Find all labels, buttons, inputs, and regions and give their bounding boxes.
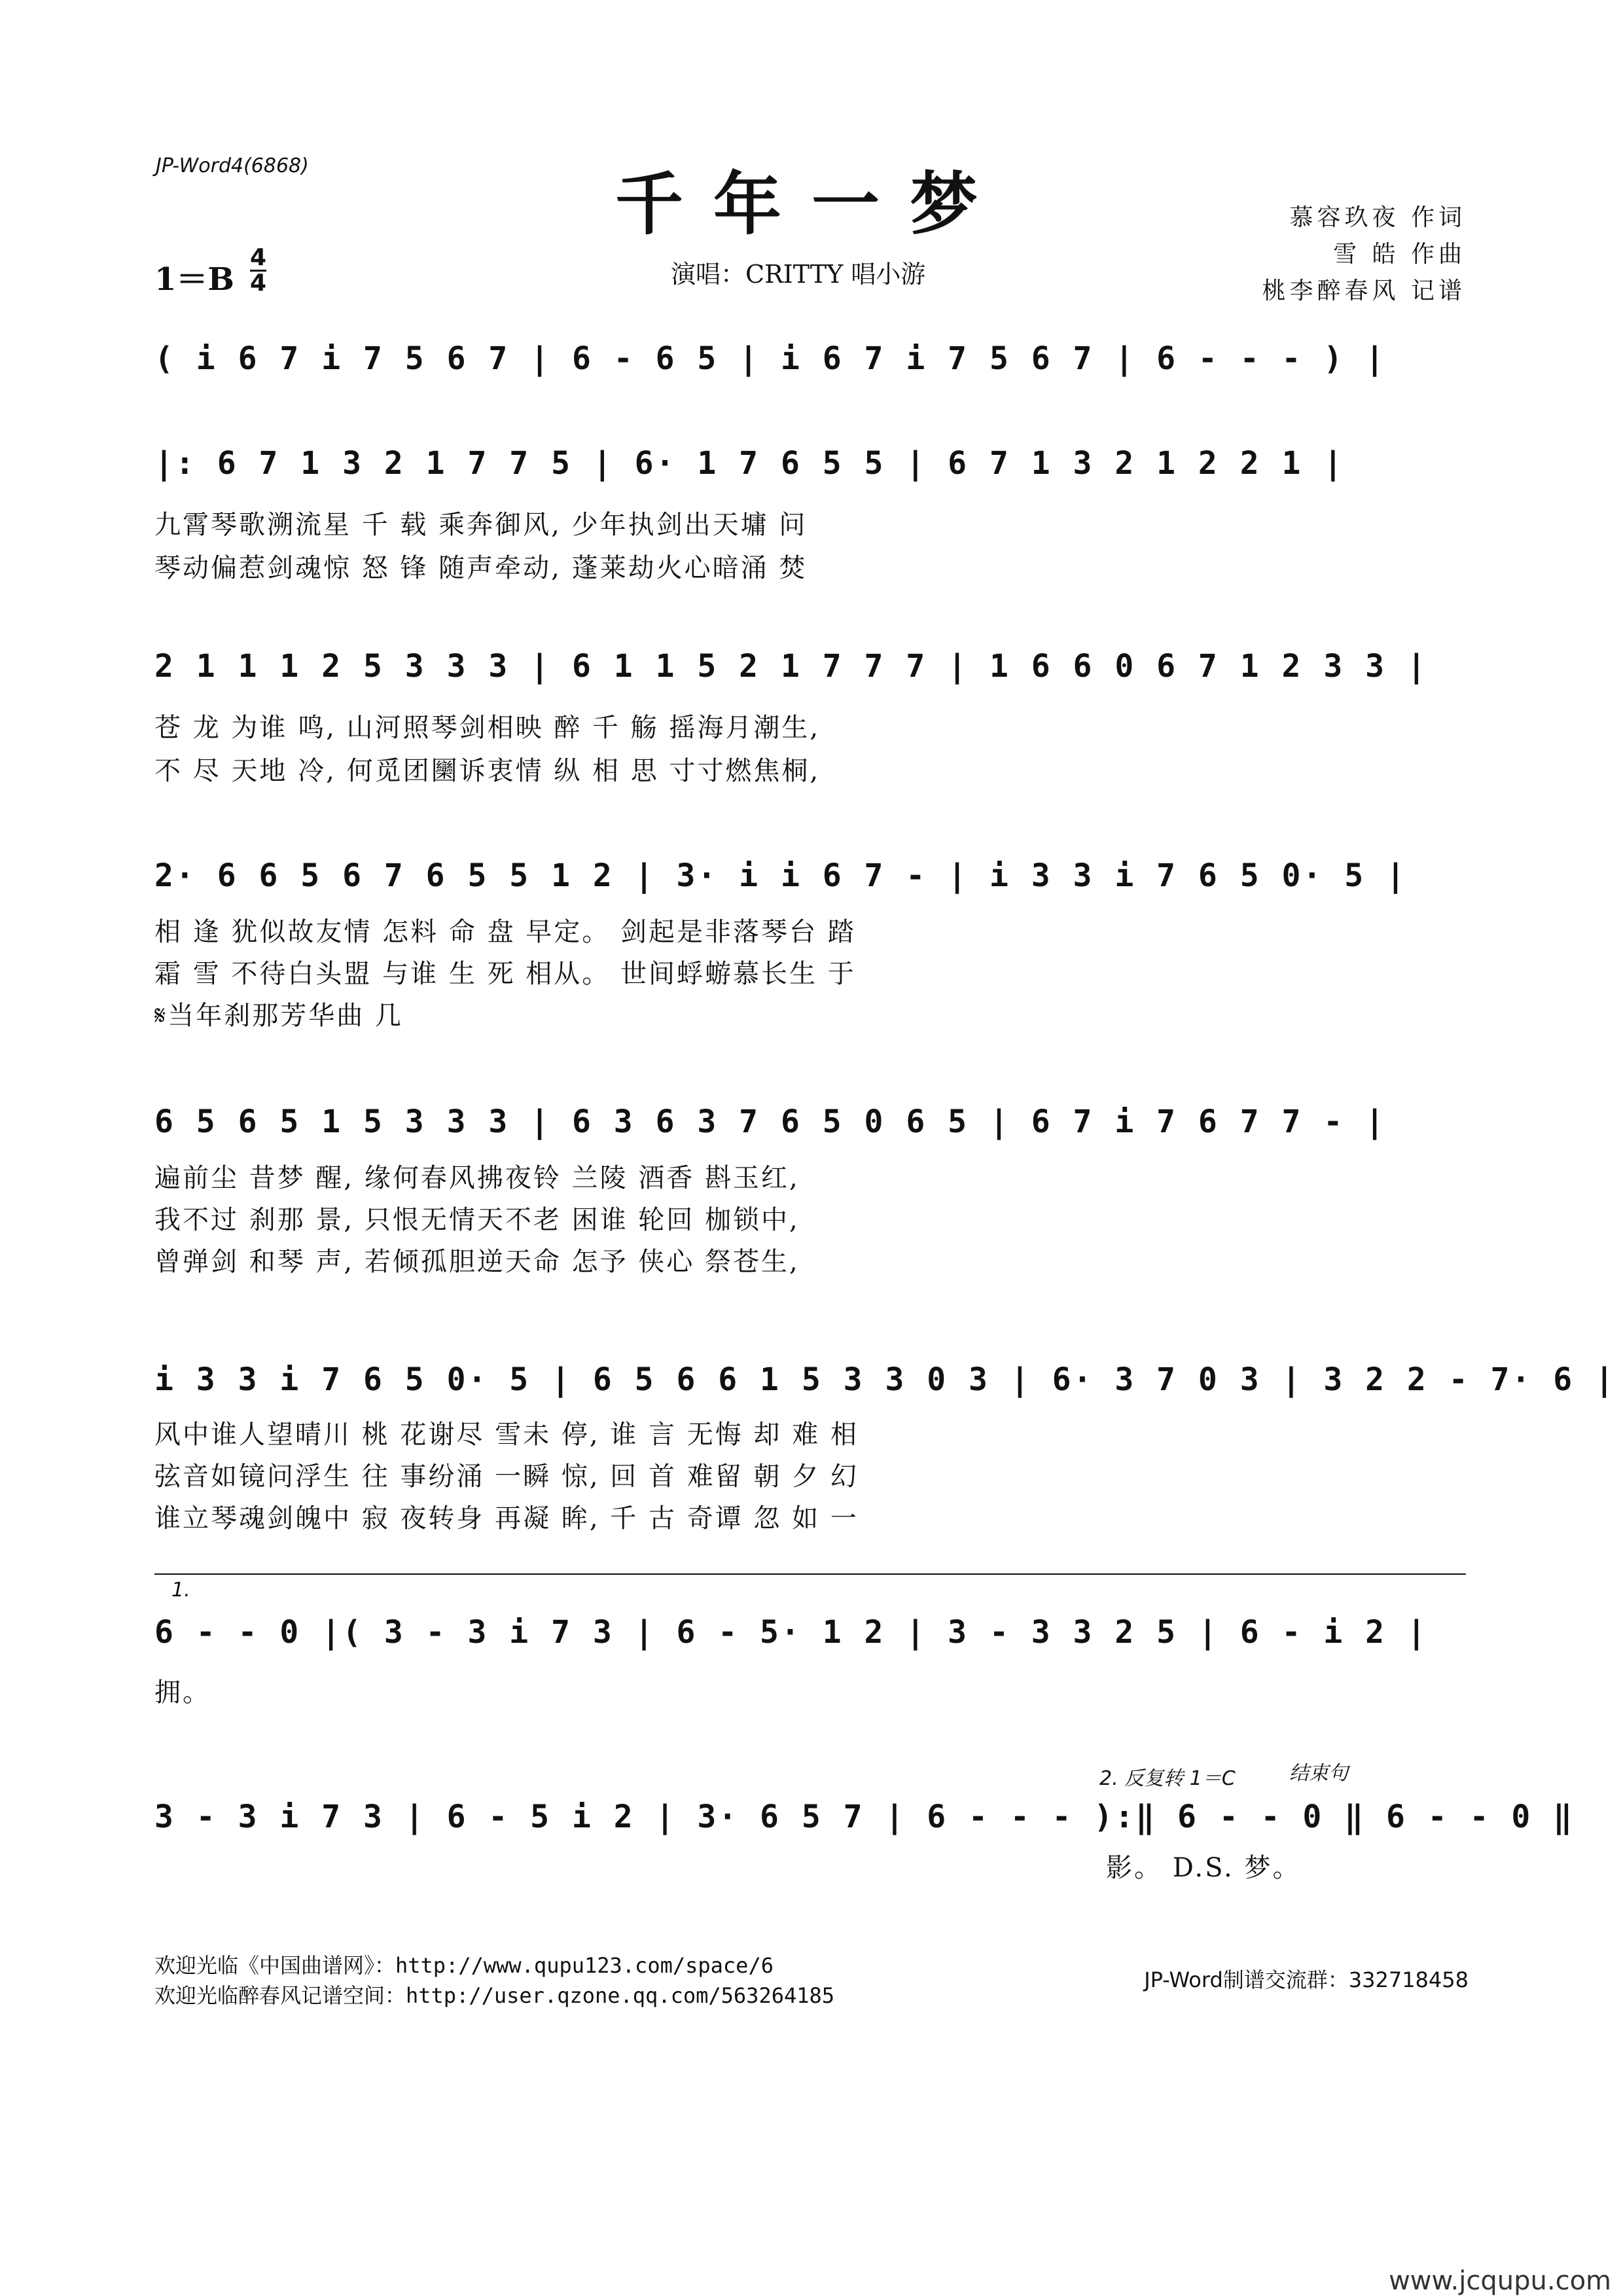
lyric-line-4-verse-1: 相 逢 犹似故友情 怎料 命 盘 早定。 剑起是非落琴台 踏 bbox=[154, 917, 856, 947]
volta-1-label: 1. bbox=[171, 1579, 190, 1602]
singer-credit: 演唱：CRITTY 唱小游 bbox=[671, 260, 926, 289]
lyric-line-6-verse-3: 谁立琴魂剑魄中 寂 夜转身 再凝 眸, 千 古 奇谭 忽 如 一 bbox=[154, 1503, 859, 1534]
footer-group-number: JP-Word制谱交流群：332718458 bbox=[1144, 1967, 1469, 1992]
music-line-2: |: 6 7 1 3 2 1 7 7 5 | 6· 1 7 6 5 5 | 6 7 1 3 2 1 2 2 1 | bbox=[154, 445, 1345, 482]
lyric-line-3-verse-1: 苍 龙 为谁 鸣, 山河照琴剑相映 醉 千 觞 摇海月潮生, bbox=[154, 713, 821, 743]
key-signature: 1＝B bbox=[154, 261, 234, 298]
composer-credit: 雪 皓 作曲 bbox=[1333, 241, 1466, 268]
lyric-line-4-verse-3: 𝄋当年刹那芳华曲 几 bbox=[154, 1001, 403, 1031]
music-line-3: 2 1 1 1 2 5 3 3 3 | 6 1 1 5 2 1 7 7 7 | 1 6 6 0 6 7 1 2 3 3 | bbox=[154, 648, 1428, 685]
song-title: 千年一梦 bbox=[615, 164, 1008, 244]
lyric-line-6-verse-2: 弦音如镜问浮生 往 事纷涌 一瞬 惊, 回 首 难留 朝 夕 幻 bbox=[154, 1462, 859, 1492]
volta-2-label: 2. 反复转 1＝C bbox=[1099, 1767, 1236, 1790]
lyric-line-2-verse-1: 九霄琴歌溯流星 千 载 乘奔御风, 少年执剑出天墉 问 bbox=[154, 510, 808, 540]
lyric-line-2-verse-2: 琴动偏惹剑魂惊 怒 锋 随声牵动, 蓬莱劫火心暗涌 焚 bbox=[154, 553, 808, 583]
music-line-5: 6 5 6 5 1 5 3 3 3 | 6 3 6 3 7 6 5 0 6 5 | 6 7 i 7 6 7 7 - | bbox=[154, 1103, 1387, 1140]
music-line-6: i 3 3 i 7 6 5 0· 5 | 6 5 6 6 1 5 3 3 0 3 | 6· 3 7 0 3 | 3 2 2 - 7· 6 | bbox=[154, 1361, 1616, 1398]
music-line-4: 2· 6 6 5 6 7 6 5 5 1 2 | 3· i i 6 7 - | i 3 3 i 7 6 5 0· 5 | bbox=[154, 857, 1407, 894]
lyricist-credit: 慕容玖夜 作词 bbox=[1289, 204, 1466, 231]
time-signature-top: 4 bbox=[250, 244, 267, 271]
program-tag: JP-Word4(6868) bbox=[156, 154, 309, 177]
site-watermark: www.jcqupu.com bbox=[1389, 2266, 1611, 2296]
time-signature bbox=[250, 246, 266, 295]
lyric-line-5-verse-1: 遍前尘 昔梦 醒, 缘何春风拂夜铃 兰陵 酒香 斟玉红, bbox=[154, 1163, 800, 1193]
footer-link-qupu[interactable]: 欢迎光临《中国曲谱网》：http://www.qupu123.com/space/6 bbox=[154, 1953, 774, 1978]
footer-link-qzone[interactable]: 欢迎光临醉春风记谱空间：http://user.qzone.qq.com/563264185 bbox=[154, 1983, 835, 2008]
volta-bracket-1 bbox=[154, 1573, 1466, 1575]
lyric-line-7: 拥。 bbox=[154, 1677, 211, 1708]
ending-label: 结束句 bbox=[1289, 1762, 1348, 1785]
lyric-line-3-verse-2: 不 尽 天地 冷, 何觅团圞诉衷情 纵 相 思 寸寸燃焦桐, bbox=[154, 756, 821, 786]
music-line-1: ( i 6 7 i 7 5 6 7 | 6 - 6 5 | i 6 7 i 7 5 6 7 | 6 - - - ) | bbox=[154, 340, 1387, 377]
lyric-line-4-verse-2: 霜 雪 不待白头盟 与谁 生 死 相从。 世间蜉蝣慕长生 于 bbox=[154, 959, 856, 989]
music-line-8: 3 - 3 i 7 3 | 6 - 5 i 2 | 3· 6 5 7 | 6 - - - ):‖ 6 - - 0 ‖ 6 - - 0 ‖ bbox=[154, 1799, 1575, 1835]
lyric-line-5-verse-3: 曾弹剑 和琴 声, 若倾孤胆逆天命 怎予 侠心 祭苍生, bbox=[154, 1247, 800, 1277]
music-line-7: 6 - - 0 |( 3 - 3 i 7 3 | 6 - 5· 1 2 | 3 - 3 3 2 5 | 6 - i 2 | bbox=[154, 1614, 1428, 1651]
time-signature-bottom: 4 bbox=[250, 270, 267, 296]
lyric-line-8: 影。 D.S. 梦。 bbox=[1106, 1853, 1301, 1883]
transcriber-credit: 桃李醉春风 记谱 bbox=[1262, 278, 1466, 304]
lyric-line-6-verse-1: 风中谁人望晴川 桃 花谢尽 雪未 停, 谁 言 无悔 却 难 相 bbox=[154, 1420, 859, 1450]
lyric-line-5-verse-2: 我不过 刹那 景, 只恨无情天不老 困谁 轮回 枷锁中, bbox=[154, 1205, 800, 1235]
